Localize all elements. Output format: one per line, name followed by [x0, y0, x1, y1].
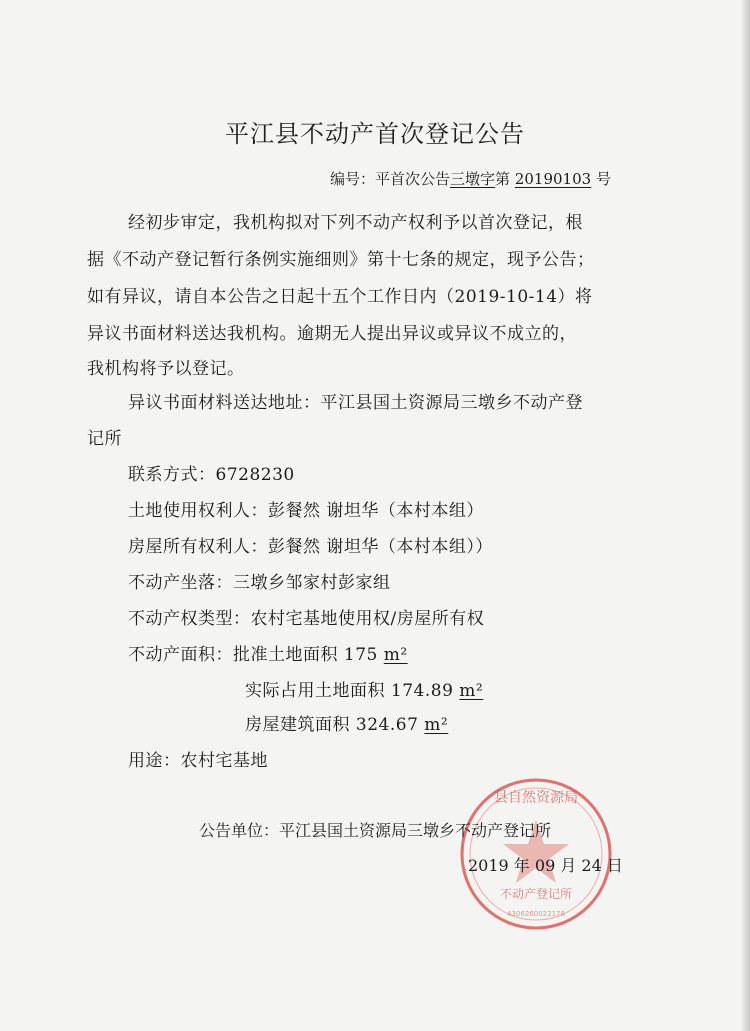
area-unit: m² — [459, 681, 484, 701]
paragraph-line: 据《不动产登记暂行条例实施细则》第十七条的规定，现予公告； — [87, 250, 595, 270]
paragraph-line: 如有异议，请自本公告之日起十五个工作日内（2019-10-14）将 — [87, 287, 593, 307]
paragraph-line: 我机构将予以登记。 — [87, 359, 245, 379]
area-unit: m² — [383, 645, 408, 665]
contact-field: 联系方式：6728230 — [128, 465, 295, 485]
area-building-line — [245, 710, 448, 735]
paragraph-line: 经初步审定，我机构拟对下列不动产权利予以首次登记，根 — [128, 213, 583, 233]
serial-suffix: 号 — [595, 170, 611, 188]
area-actual: 实际占用土地面积 174.89 — [245, 681, 454, 701]
area-approved: 批准土地面积 175 — [233, 645, 378, 665]
serial-number — [330, 168, 611, 189]
usage-field: 用途：农村宅基地 — [128, 751, 268, 771]
paragraph-line: 异议书面材料送达我机构。逾期无人提出异议或异议不成立的， — [87, 324, 577, 344]
serial-code: 三墩字 — [450, 170, 496, 188]
right-type-field: 不动产权类型：农村宅基地使用权/房屋所有权 — [128, 609, 485, 629]
location-field: 不动产坐落：三墩乡邹家村彭家组 — [128, 573, 391, 593]
serial-number-value: 20190103 — [514, 170, 592, 188]
notice-title: 平江县不动产首次登记公告 — [225, 120, 525, 148]
svg-text:4306260022178: 4306260022178 — [507, 910, 565, 918]
land-user-field: 土地使用权利人：彭餐然 谢坦华（本村本组） — [128, 501, 484, 521]
serial-mid: 第 — [495, 170, 511, 188]
address-line: 记所 — [87, 429, 122, 449]
house-owner-field: 房屋所有权利人：彭餐然 谢坦华（本村本组）） — [128, 537, 493, 557]
page-edge-shadow — [740, 0, 750, 1031]
announcement-date: 2019 年 09 月 24 日 — [468, 856, 623, 875]
area-building: 房屋建筑面积 324.67 — [245, 715, 419, 735]
svg-text:县自然资源局: 县自然资源局 — [494, 790, 578, 806]
address-line: 异议书面材料送达地址：平江县国土资源局三墩乡不动产登 — [128, 393, 583, 413]
serial-label: 编号：平首次公告 — [330, 170, 451, 188]
svg-text:不动产登记所: 不动产登记所 — [499, 887, 573, 901]
area-unit: m² — [424, 715, 449, 735]
area-label: 不动产面积： — [128, 645, 233, 665]
area-field — [128, 640, 408, 665]
area-actual-line — [245, 676, 483, 701]
announcing-unit: 公告单位：平江县国土资源局三墩乡不动产登记所 — [199, 821, 552, 840]
